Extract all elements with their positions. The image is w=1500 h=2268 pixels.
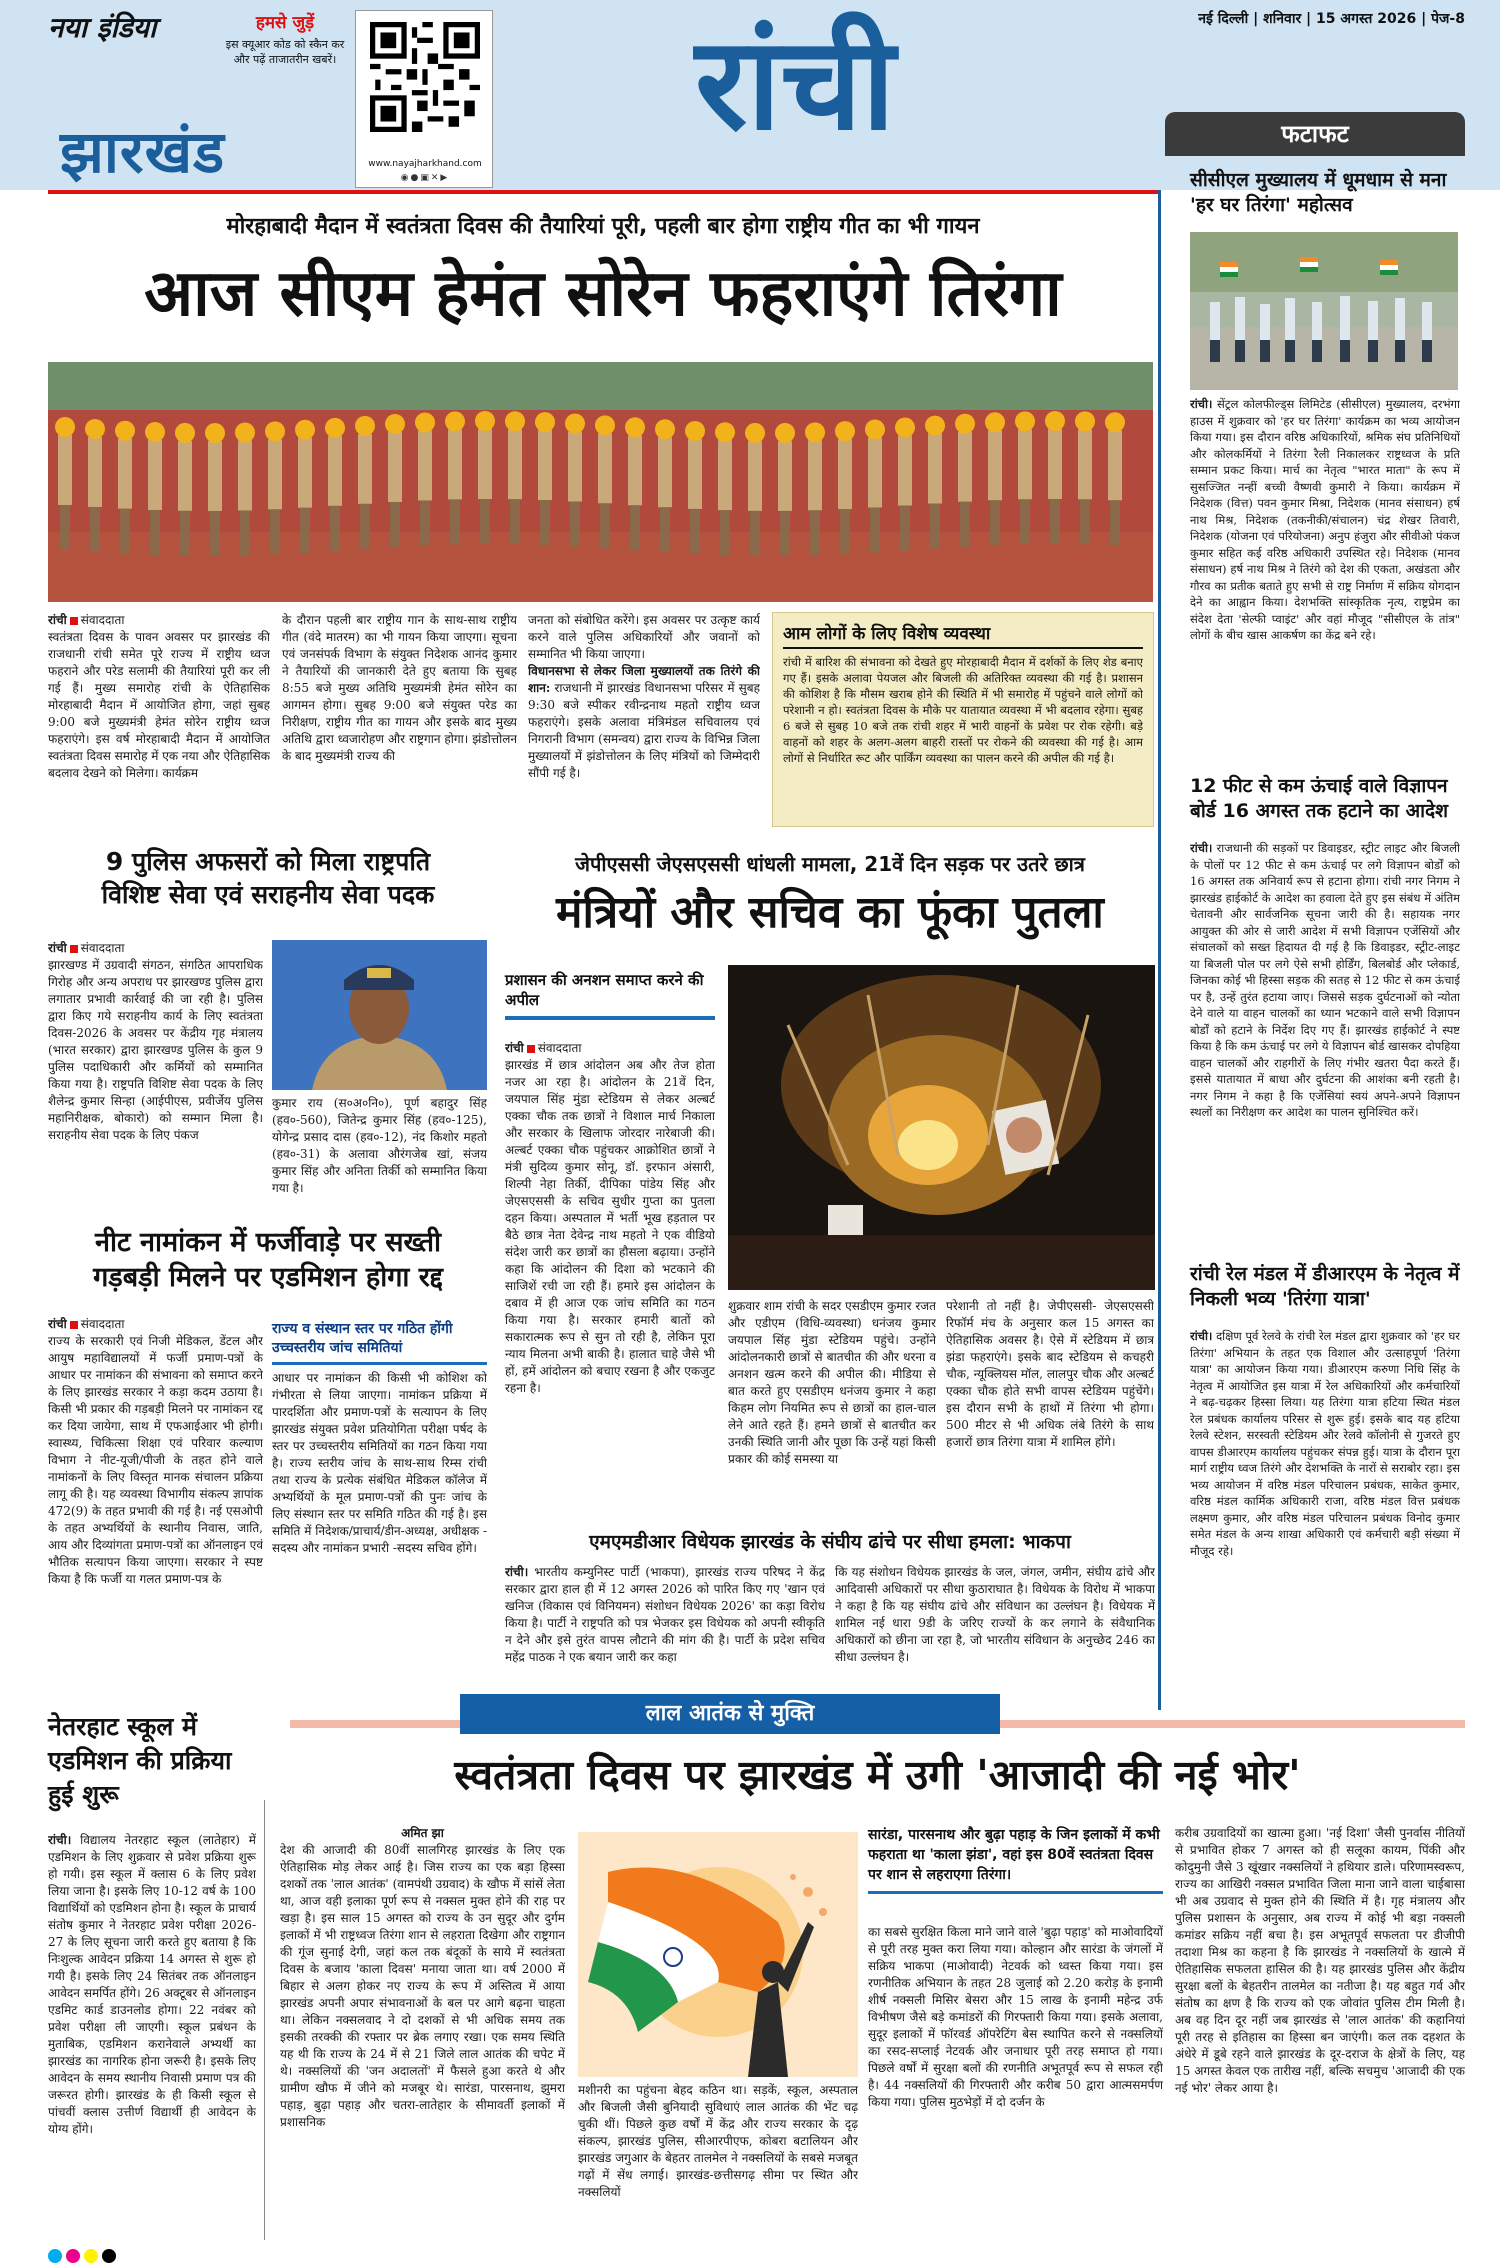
police-col-2 — [272, 1095, 487, 1195]
cpi-col-2 — [835, 1564, 1155, 1696]
lead-col-1 — [48, 612, 270, 827]
police-col-2-text: कुमार राय (स०अ०नि०), पूर्ण बहादुर सिंह (हव०-560), जितेन्द्र कुमार सिंह (हव०-125), योगेन्द्र प्रसाद दास (हव०-12), नंद किशोर महतो (हव०-31) के अलावा औरंगजेब खां, संजय कुमार सिंह और अनिता तिर्की को सम्मानित किया गया है। — [272, 1096, 487, 1195]
officer-portrait — [272, 940, 487, 1090]
lead-headline-text: आज सीएम हेमंत सोरेन फहराएंगे तिरंगा — [144, 257, 1062, 331]
neet-col-1-text: राज्य के सरकारी एवं निजी मेडिकल, डेंटल और आयुष महाविद्यालयों में फर्जी प्रमाण-पत्रों के आधार पर नामांकन की संभावना को समाप्त करने के लिए झारखंड सरकार ने कड़ा कदम उठाया है। किसी भी प्रकार की गड़बड़ी मिलने पर नामांकन रद्द कर दिया जायेगा, साथ में एफआईआर भी होगी। स्वास्थ्य, चिकित्सा शिक्षा एवं परिवार कल्याण विभाग ने नीट-यूजी/पीजी के तहत होने वाले नामांकनों के लिए विस्तृत मानक संचालन प्रक्रिया लागू की है। यह व्यवस्था विभागीय संकल्प ज्ञापांक 472(9) के तहत प्रभावी की गई है। नई एसओपी के तहत अभ्यर्थियों के स्थानीय निवास, जाति, आय और दिव्यांगता प्रमाण-पत्रों का ऑनलाइन एवं भौतिक सत्यापन किया जाएगा। सरकार ने स्पष्ट किया है कि फर्जी या गलत प्रमाण-पत्र के — [48, 1334, 263, 1586]
neet-headline — [48, 1225, 488, 1295]
effigy-burning-photo — [728, 965, 1155, 1290]
fatafat-story-1-place: रांची। — [1190, 397, 1213, 411]
azadi-banner — [460, 1694, 1000, 1734]
azadi-col-3 — [868, 1924, 1163, 2245]
police-col-1 — [48, 940, 263, 1195]
social-icons: ◉●▣✕▶ — [400, 173, 450, 183]
azadi-author: अमित झा — [401, 1826, 444, 1840]
qr-code-card[interactable] — [355, 10, 493, 188]
jpsc-kicker — [505, 850, 1155, 877]
fatafat-story-3-heading: रांची रेल मंडल में डीआरएम के नेतृत्व में निकली भव्य 'तिरंगा यात्रा' — [1190, 1263, 1460, 1310]
azadi-col-1-text: देश की आजादी की 80वीं सालगिरह झारखंड के लिए एक ऐतिहासिक मोड़ लेकर आई है। जिस राज्य का एक बड़ा हिस्सा दशकों तक 'लाल आतंक' (वामपंथी उग्रवाद) के खौफ में सांसें लेता था, आज वही इलाका पूर्ण रूप से नक्सल मुक्त होने की राह पर खड़ा है। इस साल 15 अगस्त को राज्य के उन सुदूर और दुर्गम इलाकों में भी राष्ट्रध्वज तिरंगा शान से लहराता दिखेगा और राष्ट्रगान की गूंज सुनाई देगी, जहां कल तक बंदूकों के साये में स्वतंत्रता दिवस के बजाय 'काला दिवस' मनाया जाता था। वर्ष 2000 में बिहार से अलग होकर नए राज्य के रूप में अस्तित्व में आया झारखंड अपनी अपार संभावनाओं के बल पर आगे बढ़ना चाहता था। लेकिन नक्सलवाद ने दो दशकों से भी अधिक समय तक इसकी तरक्की की रफ्तार पर ब्रेक लगाए रखा। एक समय स्थिति यह थी कि राज्य के 24 में से 21 जिले लाल आतंक की चपेट में थे। नक्सलियों की 'जन अदालतों' में फैसले हुआ करते थे और ग्रामीण खौफ में जीने को मजबूर थे। सारंडा, पारसनाथ, झुमरा पहाड़, बुढ़ा पहाड़ और चतरा-लातेहार के सीमावर्ती इलाकों में प्रशासनिक — [280, 1843, 565, 2129]
qr-code-icon — [370, 17, 480, 137]
police-col-1-text: झारखण्ड में उग्रवादी संगठन, संगठित आपराधिक गिरोह और अन्य अपराध पर झारखण्ड पुलिस द्वारा लगातार प्रभावी कार्रवाई की जा रही है। पुलिस द्वारा किए गये सराहनीय कार्य के लिए स्वतंत्रता दिवस-2026 के अवसर पर केंद्रीय गृह मंत्रालय (भारत सरकार) द्वारा झारखण्ड पुलिस के कुल 9 पुलिस पदाधिकारी और कर्मियों को सम्मानित किया गया है। राष्ट्रपति विशिष्ट सेवा पदक के लिए शैलेन्द्र कुमार सिन्हा (आईपीएस, प्रवीर्जेय पुलिस महानिरीक्षक, बोकारो) को सम्मान मिला है। सराहनीय सेवा पदक के लिए पंकज — [48, 958, 263, 1142]
cpi-headline — [505, 1528, 1155, 1554]
fatafat-story-2-heading: 12 फीट से कम ऊंचाई वाले विज्ञापन बोर्ड 16 अगस्त तक हटाने का आदेश — [1190, 775, 1448, 822]
neet-byline-place: रांची — [48, 1317, 67, 1331]
fatafat-story-3-place: रांची। — [1190, 1329, 1213, 1343]
azadi-headline-text: स्वतंत्रता दिवस पर झारखंड में उगी 'आजादी की नई भोर' — [454, 1751, 1301, 1799]
special-box-title: आम लोगों के लिए विशेष व्यवस्था — [783, 621, 1143, 649]
azadi-banner-text: लाल आतंक से मुक्ति — [645, 1701, 815, 1726]
page-right-divider — [1158, 190, 1161, 1710]
brand-name: नया इंडिया — [48, 11, 157, 44]
azadi-col-4 — [1175, 1825, 1465, 2245]
parade-photo — [48, 362, 1153, 602]
join-us-title: हमसे जुड़ें — [255, 13, 315, 33]
special-box-text: रांची में बारिश की संभावना को देखते हुए मोरहाबादी मैदान में दर्शकों के लिए शेड बनाए गए हैं। इसके अलावा पेयजल और बिजली की अतिरिक्त व्यवस्था की गई है। प्रशासन की कोशिश है कि मौसम खराब होने की स्थिति में भी समारोह में पहुंचने वाले लोगों को परेशानी न हो। स्वतंत्रता दिवस के मौके पर यातायात व्यवस्था में भी बदलाव रहेगा। सुबह 6 बजे से सुबह 10 बजे तक रांची शहर में भारी वाहनों के प्रवेश पर रोक रहेगी। बड़े वाहनों को शहर के अलग-अलग बाहरी रास्तों पर रोकने की व्यवस्था की गई है। आम लोगों से निर्धारित रूट और पार्किंग व्यवस्था का पालन करने की अपील की गई है। — [783, 655, 1143, 765]
jpsc-col-3 — [946, 1298, 1154, 1515]
reg-mark-black — [102, 2249, 116, 2263]
fatafat-label: फटाफट — [1281, 120, 1349, 148]
reg-mark-magenta — [66, 2249, 80, 2263]
freedom-image — [578, 1832, 858, 2077]
ccl-rally-image — [1190, 232, 1458, 390]
jpsc-side-head-text: प्रशासन की अनशन समाप्त करने की अपील — [505, 971, 704, 1009]
cpi-col-2-text: कि यह संशोधन विधेयक झारखंड के जल, जंगल, जमीन, संघीय ढांचे और आदिवासी अधिकारों पर सीधा कुठाराघात है। विधेयक के विरोध में भाकपा ने कहा है कि यह संघीय ढांचे और संविधान का उल्लंघन है। विधेयक में शामिल नई धारा 9डी के जरिए राज्यों के कर लगाने के संवैधानिक अधिकारों को छीना जा रहा है, जो भारतीय संविधान के अनुच्छेद 246 का सीधा उल्लंघन है। — [835, 1565, 1155, 1664]
netarhat-text: विद्यालय नेतरहाट स्कूल (लातेहार) में एडमिशन के लिए शुक्रवार से प्रवेश प्रक्रिया शुरू हो गयी। इस स्कूल में क्लास 6 के लिए प्रवेश लिया जाना है। इसके लिए 10-12 वर्ष के 100 विद्यार्थियों को एडमिशन होना है। स्कूल के प्राचार्य संतोष कुमार ने नेतरहाट प्रवेश परीक्षा 2026-27 के लिए सूचना जारी करते हुए बताया है कि निःशुल्क आवेदन प्रक्रिया 14 अगस्त से शुरू हो गयी है। इसके लिए 24 सितंबर तक ऑनलाइन आवेदन समर्पित होंगे। 26 अक्टूबर से ऑनलाइन एडमिट कार्ड डाउनलोड होगा। 22 नवंबर को प्रवेश परीक्षा ली जाएगी। स्कूल प्रबंधन के मुताबिक, एडमिशन करानेवाले अभ्यर्थी का झारखंड का नागरिक होना जरूरी है। इसके लिए आवेदन के समय स्थानीय निवासी प्रमाण पत्र की जरूरत होगी। झारखंड के ही किसी स्कूल से पांचवीं क्लास उत्तीर्ण विद्यार्थी ही आवेदन के योग्य होंगे। — [48, 1833, 256, 2136]
neet-col-2-text: आधार पर नामांकन की किसी भी कोशिश को गंभीरता से लिया जाएगा। नामांकन प्रक्रिया में पारदर्शिता और प्रमाण-पत्रों के सत्यापन के लिए झारखंड संयुक्त प्रवेश प्रतियोगिता परीक्षा पर्षद के स्तर पर उच्चस्तरीय समितियों का गठन किया गया है। राज्य स्तरीय जांच के साथ-साथ रिम्स रांची तथा राज्य के प्रत्येक संबंधित मेडिकल कॉलेज में अभ्यर्थियों के मूल प्रमाण-पत्रों की पुनः जांच के लिए संस्थान स्तर पर समिति गठित की गई है। इस समिति में निदेशक/प्राचार्य/डीन-अध्यक्ष, अधीक्षक - सदस्य और नामांकन प्रभारी -सदस्य सचिव होंगे। — [272, 1371, 487, 1555]
jpsc-kicker-text: जेपीएससी जेएसएससी धांधली मामला, 21वें दिन सड़क पर उतरे छात्र — [575, 852, 1085, 876]
police-headline-line-1: 9 पुलिस अफसरों को मिला राष्ट्रपति — [105, 847, 431, 876]
edition-name — [60, 110, 300, 186]
police-headline-line-2: विशिष्ट सेवा एवं सराहनीय सेवा पदक — [101, 880, 435, 909]
fatafat-story-3-text: दक्षिण पूर्व रेलवे के रांची रेल मंडल द्वारा शुक्रवार को 'हर घर तिरंगा' अभियान के तहत एक विशाल और उत्साहपूर्ण 'तिरंगा यात्रा' का आयोजन किया गया। डीआरएम करुणा निधि सिंह के नेतृत्व में आयोजित इस यात्रा में रेल अधिकारियों और कर्मचारियों ने बढ़-चढ़कर हिस्सा लिया। यह तिरंगा यात्रा हटिया स्थित मंडल रेल प्रबंधक कार्यालय परिसर से शुरू हुई। इसके बाद यह हटिया रेलवे स्टेशन, सरस्वती स्टेडियम और रेलवे कॉलोनी से गुजरते हुए वापस डीआरएम कार्यालय पहुंचकर संपन्न हुई। यात्रा के दौरान पूरा मार्ग राष्ट्रीय ध्वज तिरंगे और देशभक्ति के नारों से सराबोर रहा। इस भव्य आयोजन में वरिष्ठ मंडल परिचालन प्रबंधक, साकेत कुमार, वरिष्ठ मंडल कार्मिक अधिकारी राजा, वरिष्ठ मंडल वित्त प्रबंधक लक्ष्मण कुमार, और वरिष्ठ मंडल परिचालन प्रबंधक विनोद कुमार समेत मंडल के अन्य शाखा अधिकारी एवं कर्मचारी बड़ी संख्या में मौजूद रहे। — [1190, 1329, 1460, 1558]
lead-col-3-text: जनता को संबोधित करेंगे। इस अवसर पर उत्कृष्ट कार्य करने वाले पुलिस अधिकारियों और जवानों को सम्मानित भी किया जाएगा। — [528, 613, 760, 661]
neet-headline-line-1: नीट नामांकन में फर्जीवाड़े पर सख्ती — [95, 1227, 441, 1258]
netarhat-body — [48, 1832, 256, 2242]
azadi-col-2 — [578, 2082, 858, 2245]
lead-kicker — [48, 210, 1158, 240]
lead-col-3-text-b: राजधानी में झारखंड विधानसभा परिसर में सुबह 9:30 बजे स्पीकर रवीन्द्रनाथ महतो राष्ट्रीय ध्वज फहराएंगे। इसके अलावा मंत्रिमंडल सचिवालय एवं निगरानी विभाग (समन्वय) द्वारा राज्य के विभिन्न जिला मुख्यालयों में झंडोत्तोलन के लिए मंत्रियों को जिम्मेदारी सौंपी गई है। — [528, 681, 760, 780]
dateline-text: नई दिल्ली | शनिवार | 15 अगस्त 2026 | पेज-8 — [1198, 11, 1465, 27]
jpsc-headline-text: मंत्रियों और सचिव का फूंका पुतला — [556, 887, 1104, 938]
fatafat-story-1-title: सीसीएल मुख्यालय में धूमधाम से मना 'हर घर तिरंगा' महोत्सव — [1190, 169, 1447, 216]
neet-subhead-text: राज्य व संस्थान स्तर पर गठित होंगी उच्चस्तरीय जांच समितियां — [272, 1321, 453, 1356]
azadi-pullquote — [868, 1825, 1163, 1894]
join-us-block — [220, 10, 350, 105]
fatafat-story-3-body — [1190, 1328, 1460, 1700]
fatafat-story-1-text: सेंट्रल कोलफील्ड्स लिमिटेड (सीसीएल) मुख्यालय, दरभंगा हाउस में शुक्रवार को 'हर घर तिरंगा' कार्यक्रम का भव्य आयोजन किया गया। इस दौरान वरिष्ठ अधिकारियों, श्रमिक संघ प्रतिनिधियों और कोलकर्मियों ने तिरंगा रैली निकालकर राष्ट्रध्वज के प्रति सम्मान प्रकट किया। मार्च का नेतृत्व "भारत माता" के रूप में सुसज्जित नन्हीं बच्ची वैष्णवी कुमारी ने किया। कार्यक्रम में निदेशक (वित्त) पवन कुमार मिश्रा, निदेशक (मानव संसाधन) हर्ष नाथ मिश्र, निदेशक (तकनीकी/संचालन) चंद्र शेखर तिवारी, निदेशक (योजना एवं परियोजना) अनुप हंजुरा और सीवीओ पंकज कुमार सहित कई वरिष्ठ अधिकारी उपस्थित रहे। निदेशक (मानव संसाधन) हर्ष नाथ मिश्र ने तिरंगे को देश की एकता, अखंडता और गौरव का प्रतीक बताते हुए सभी से राष्ट्र निर्माण में सक्रिय योगदान देने का आह्वान किया। देशभक्ति सांस्कृतिक नृत्य, राष्ट्रप्रेम का संदेश देता 'सेल्फी प्वाइंट' और वहां मौजूद "सीसीएल के तांत्र" लोगों के बीच खास आकर्षण का केंद्र बने रहे। — [1190, 397, 1460, 642]
netarhat-divider — [264, 1800, 265, 2240]
cpi-headline-text: एमएमडीआर विधेयक झारखंड के संघीय ढांचे पर सीधा हमला: भाकपा — [589, 1531, 1071, 1553]
lead-col-2-text: के दौरान पहली बार राष्ट्रीय गान के साथ-साथ राष्ट्रीय गीत (वंदे मातरम) का भी गायन किया जाएगा। सूचना एवं जनसंपर्क विभाग के संयुक्त निदेशक आनंद कुमार ने तैयारियों की जानकारी देते हुए बताया कि सुबह 8:55 बजे मुख्य अतिथि मुख्यमंत्री हेमंत सोरेन का आगमन होगा। सुबह 9:00 बजे संयुक्त परेड का निरीक्षण, राष्ट्रीय गीत का गायन और इसके बाद मुख्य अतिथि द्वारा ध्वजारोहण और राष्ट्रगान होगा। झंडोत्तोलन के बाद मुख्यमंत्री राज्य की — [282, 613, 517, 763]
join-us-text: इस क्यूआर कोड को स्कैन कर और पढ़ें ताजातरीन खबरें। — [225, 38, 345, 66]
cpi-place: रांची। — [505, 1565, 529, 1579]
freedom-illustration — [578, 1832, 858, 2077]
effigy-image — [728, 965, 1155, 1290]
print-registration-strip — [48, 2248, 1468, 2264]
jpsc-headline — [505, 880, 1155, 946]
police-byline-place: रांची — [48, 941, 67, 955]
brand-logo — [48, 8, 158, 48]
fatafat-story-1-body — [1190, 396, 1460, 766]
police-byline: संवाददाता — [80, 941, 125, 955]
city-title — [595, 0, 995, 180]
lead-col-1-text: स्वतंत्रता दिवस के पावन अवसर पर झारखंड की राजधानी रांची समेत पूरे राज्य में राष्ट्रीय ध्वज फहराने और परेड सलामी की तैयारियां पूरी कर ली गई हैं। मुख्य समारोह रांची के ऐतिहासिक मोरहाबादी मैदान में आयोजित होगा, जहां सुबह 9:00 बजे मुख्यमंत्री हेमंत सोरेन राष्ट्रीय ध्वज फहराएंगे। इस वर्ष मोरहाबादी मैदान में आयोजित स्वतंत्रता दिवस समारोह में एक नया और ऐतिहासिक बदलाव देखने को मिलेगा। कार्यक्रम — [48, 630, 270, 780]
netarhat-place: रांची। — [48, 1833, 72, 1847]
lead-col-2 — [282, 612, 517, 827]
azadi-pullquote-text: सारंडा, पारसनाथ और बुढ़ा पहाड़ के जिन इलाकों में कभी फहराता था 'काला झंडा', वहां इस 80वें स्वतंत्रता दिवस पर शान से लहराएगा तिरंगा। — [868, 1827, 1160, 1883]
fatafat-story-2-place: रांची। — [1190, 841, 1213, 855]
jpsc-col-1 — [505, 1040, 715, 1515]
netarhat-headline-line-1: नेतरहाट स्कूल में — [48, 1712, 197, 1741]
qr-url[interactable]: www.nayajharkhand.com — [368, 159, 482, 169]
fatafat-story-2-body — [1190, 840, 1460, 1260]
lead-col-3 — [528, 612, 760, 827]
neet-byline: संवाददाता — [80, 1317, 125, 1331]
jpsc-col-3-text: परेशानी तो नहीं है। जेपीएससी- जेएसएससी रिफॉर्म मंच के अनुसार कल 15 अगस्त का ऐतिहासिक अवसर है। ऐसे में स्टेडियम में छात्र झंडा फहराएंगे। इसके बाद स्टेडियम से कचहरी चौक, न्यूक्लियस मॉल, लालपुर चौक और अल्बर्ट एक्का चौक होते सभी वापस स्टेडियम पहुंचेंगे। इस दौरान सभी के हाथों में तिरंगा भी होगा। 500 मीटर से भी अधिक लंबे तिरंगे के साथ हजारों छात्र तिरंगा यात्रा में शामिल होंगे। — [946, 1299, 1154, 1449]
azadi-col-4-text: करीब उग्रवादियों का खात्मा हुआ। 'नई दिशा' जैसी पुनर्वास नीतियों से प्रभावित होकर 7 अगस्त को ही सलूका कायम, पिंकी और कोदुमुनी जैसे 3 खूंखार नक्सलियों ने हथियार डाले। परिणामस्वरूप, राज्य का आखिरी नक्सल प्रभावित जिला माना जाने वाला चाईबासा भी अब उग्रवाद से मुक्त होने की स्थिति में है। गृह मंत्रालय और पुलिस प्रशासन के अनुसार, अब राज्य में कोई भी बड़ा नक्सली कमांडर सक्रिय नहीं बचा है। इस अभूतपूर्व सफलता पर डीजीपी तदाशा मिश्र का कहना है कि झारखंड ने नक्सलियों के खात्मे में ऐतिहासिक सफलता हासिल की है। यह झारखंड पुलिस और केंद्रीय सुरक्षा बलों के बेहतरीन तालमेल का नतीजा है। यह बहुत गर्व और संतोष का क्षण है कि राज्य को एक जोवांत पुलिस टीम मिली है। अब वह दिन दूर नहीं जब झारखंड से 'लाल आतंक' की कहानियां पूरी तरह से इतिहास का हिस्सा बन जाएंगी। कल तक दहशत के अंधेरे में डूबे रहने वाले झारखंड के दूर-दराज के क्षेत्रों के लिए, यह 15 अगस्त केवल एक तारीख नहीं, बल्कि सचमुच 'आजादी की एक नई भोर' लेकर आया है। — [1175, 1826, 1465, 2095]
azadi-col-3-text: का सबसे सुरक्षित किला माने जाने वाले 'बुढ़ा पहाड़' को माओवादियों से पूरी तरह मुक्त करा लिया गया। कोल्हान और सारंडा के जंगलों में सक्रिय भाकपा (माओवादी) नेटवर्क को ध्वस्त किया गया। इस रणनीतिक अभियान के तहत 28 जुलाई को 2.20 करोड़ के इनामी शीर्ष नक्सली मिसिर बेसरा और 15 लाख के इनामी महेन्द्र उर्फ विभीषण जैसे बड़े कमांडरों की गिरफ्तारी किया गया। इसके अलावा, सुदूर इलाकों में फॉरवर्ड ऑपरेटिंग बेस स्थापित करने से नक्सलियों का रसद-सप्लाई नेटवर्क और जनाधार पूरी तरह समाप्त हो गया। पिछले वर्षों में सुरक्षा बलों की रणनीति अभूतपूर्व रूप से सफल रही है। 44 नक्सलियों की गिरफ्तारी और करीब 50 द्वारा आत्मसमर्पण किया गया। पुलिस मुठभेड़ों में दो दर्जन के — [868, 1925, 1163, 2109]
edition-label: झारखंड — [60, 118, 226, 186]
dateline — [1120, 8, 1465, 34]
azadi-headline — [290, 1745, 1465, 1805]
jpsc-col-2 — [728, 1298, 936, 1515]
lead-headline — [48, 252, 1158, 336]
reg-mark-cyan — [48, 2249, 62, 2263]
ccl-rally-photo — [1190, 232, 1458, 390]
fatafat-story-2-text: राजधानी की सड़कों पर डिवाइडर, स्ट्रीट लाइट और बिजली के पोलों पर 12 फीट से कम ऊंचाई पर लगे विज्ञापन बोर्डों को 16 अगस्त तक अनिवार्य रूप से हटाना होगा। रांची नगर निगम ने झारखंड हाईकोर्ट के आदेश का हवाला देते हुए इस संबंध में अंतिम चेतावनी और सार्वजनिक सूचना जारी की है। सहायक नगर आयुक्त की ओर से जारी आदेश में सभी विज्ञापन एजेंसियों और संचालकों को सख्त हिदायत दी गई है कि डिवाइडर, स्ट्रीट-लाइट या बिजली पोल पर लगे ऐसे सभी होर्डिंग, बिलबोर्ड और प्लेकार्ड, जिनका कोई भी हिस्सा सड़क की सतह से 12 फीट से कम ऊंचाई पर है, उन्हें तुरंत हटाया जाए। जिससे सड़क दुर्घटनाओं को न्योता देने वाले या वाहन चालकों का ध्यान भटकाने वाले सभी विज्ञापन बोर्डों को हटाने के निर्देश दिए गए हैं। झारखंड हाईकोर्ट ने स्पष्ट किया है कि कम ऊंचाई पर लगे ये विज्ञापन बोर्ड खासकर दोपहिया वाहन चालकों और राहगीरों के लिए गंभीर खतरा पैदा करते हैं। इससे यातायात में बाधा और दुर्घटना की आशंका बनी रहती है। नगर निगम ने कहा है कि एजेंसियां स्वयं अपने-अपने विज्ञापन स्थलों का निरीक्षण कर आदेश का पालन सुनिश्चित करें। — [1190, 841, 1460, 1119]
fatafat-story-1 — [1190, 168, 1460, 218]
neet-subhead — [272, 1320, 487, 1365]
azadi-col-2-text: मशीनरी का पहुंचना बेहद कठिन था। सड़कें, स्कूल, अस्पताल और बिजली जैसी बुनियादी सुविधाएं लाल आतंक की भेंट चढ़ चुकी थीं। पिछले कुछ वर्षों में केंद्र और राज्य सरकार के दृढ़ संकल्प, झारखंड पुलिस, सीआरपीएफ, कोबरा बटालियन और झारखंड जगुआर के बेहतर तालमेल ने नक्सलियों के सबसे मजबूत गढ़ों में सेंध लगाई। झारखंड-छत्तीसगढ़ सीमा पर स्थित और नक्सलियों — [578, 2083, 858, 2199]
special-arrangement-box — [772, 612, 1154, 827]
jpsc-side-head — [505, 970, 715, 1020]
lead-col-3-subhead: विधानसभा से लेकर जिला मुख्यालयों तक तिरंगे की शान: — [528, 664, 760, 695]
fatafat-story-3-title — [1190, 1262, 1460, 1312]
neet-col-1 — [48, 1316, 263, 1696]
fatafat-story-2-title — [1190, 774, 1460, 824]
reg-mark-yellow — [84, 2249, 98, 2263]
masthead-red-rule — [48, 190, 1158, 194]
parade-image — [48, 362, 1153, 602]
cpi-col-1-text: भारतीय कम्युनिस्ट पार्टी (भाकपा), झारखंड राज्य परिषद ने केंद्र सरकार द्वारा हाल ही में 12 अगस्त 2026 को पारित किए गए 'खान एवं खनिज (विकास एवं विनियमन) संशोधन विधेयक 2026' का कड़ा विरोध किया है। पार्टी ने राष्ट्रपति को पत्र भेजकर इस विधेयक को अपनी स्वीकृति न देने और इसे तुरंत वापस लौटाने की मांग की है। पार्टी के प्रदेश सचिव महेंद्र पाठक ने एक बयान जारी कर कहा — [505, 1565, 825, 1664]
cpi-col-1 — [505, 1564, 825, 1696]
jpsc-col-2-text: शुक्रवार शाम रांची के सदर एसडीएम कुमार रजत और एडीएम (विधि-व्यवस्था) धनंजय कुमार जयपाल सिंह मुंडा स्टेडियम पहुंचे। उन्होंने आंदोलनकारी छात्रों से बातचीत की और धरना व अनशन खत्म करने की अपील की। मीडिया से बात करते हुए एसडीएम धनंजय कुमार ने कहा किहम लोग नियमित रूप से छात्रों का हाल-चाल लेने आते रहते हैं। हमने छात्रों से बातचीत कर उनकी स्थिति जानी और पूछा कि उन्हें यहां किसी प्रकार की कोई समस्या या — [728, 1299, 936, 1466]
jpsc-byline: संवाददाता — [537, 1041, 582, 1055]
lead-kicker-text: मोरहाबादी मैदान में स्वतंत्रता दिवस की तैयारियां पूरी, पहली बार होगा राष्ट्रीय गीत का भी गायन — [226, 214, 980, 239]
azadi-col-1 — [280, 1825, 565, 2245]
jpsc-byline-place: रांची — [505, 1041, 524, 1055]
netarhat-headline-line-2: एडमिशन की प्रक्रिया — [48, 1746, 232, 1775]
neet-headline-line-2: गड़बड़ी मिलने पर एडमिशन होगा रद्द — [93, 1262, 443, 1293]
netarhat-headline — [48, 1710, 288, 1812]
fatafat-tab — [1165, 112, 1465, 156]
jpsc-col-1-text: झारखंड में छात्र आंदोलन अब और तेज होता नजर आ रहा है। आंदोलन के 21वें दिन, जयपाल सिंह मुंडा स्टेडियम से लेकर अल्बर्ट एक्का चौक तक छात्रों ने विशाल मार्च निकाला और सरकार के खिलाफ जोरदार नारेबाजी की। अल्बर्ट एक्का चौक पहुंचकर आक्रोशित छात्रों ने मंत्री सुदिव्य कुमार सोनू, डॉ. इरफान अंसारी, शिल्पी नेहा तिर्की, दीपिका पांडेय सिंह और जेएसएससी के सचिव सुधीर गुप्ता का पुतला दहन किया। अस्पताल में भर्ती भूख हड़ताल पर बैठे छात्र नेता देवेन्द्र नाथ महतो ने एक वीडियो संदेश जारी कर छात्रों का हौसला बढ़ाया। उन्होंने कहा कि आंदोलन की दिशा को भटकाने की साजिशें रची जा रही हैं। हमारे इस आंदोलन के दबाव में ही आज एक जांच समिति का गठन किया गया है। सरकार हमारी बातों को सकारात्मक रूप से सुन तो रही है, लेकिन पूरा न्याय मिलना अभी बाकी है। हालात चाहे जैसे भी हों, हमें आंदोलन को बचाए रखना है और एकजुट रहना है। — [505, 1058, 715, 1395]
lead-byline-place: रांची — [48, 613, 67, 627]
netarhat-headline-line-3: हुई शुरू — [48, 1780, 119, 1809]
city-name: रांची — [695, 10, 895, 159]
neet-col-2 — [272, 1370, 487, 1696]
lead-byline: संवाददाता — [80, 613, 125, 627]
police-officer-photo — [272, 940, 487, 1090]
police-headline — [48, 845, 488, 911]
